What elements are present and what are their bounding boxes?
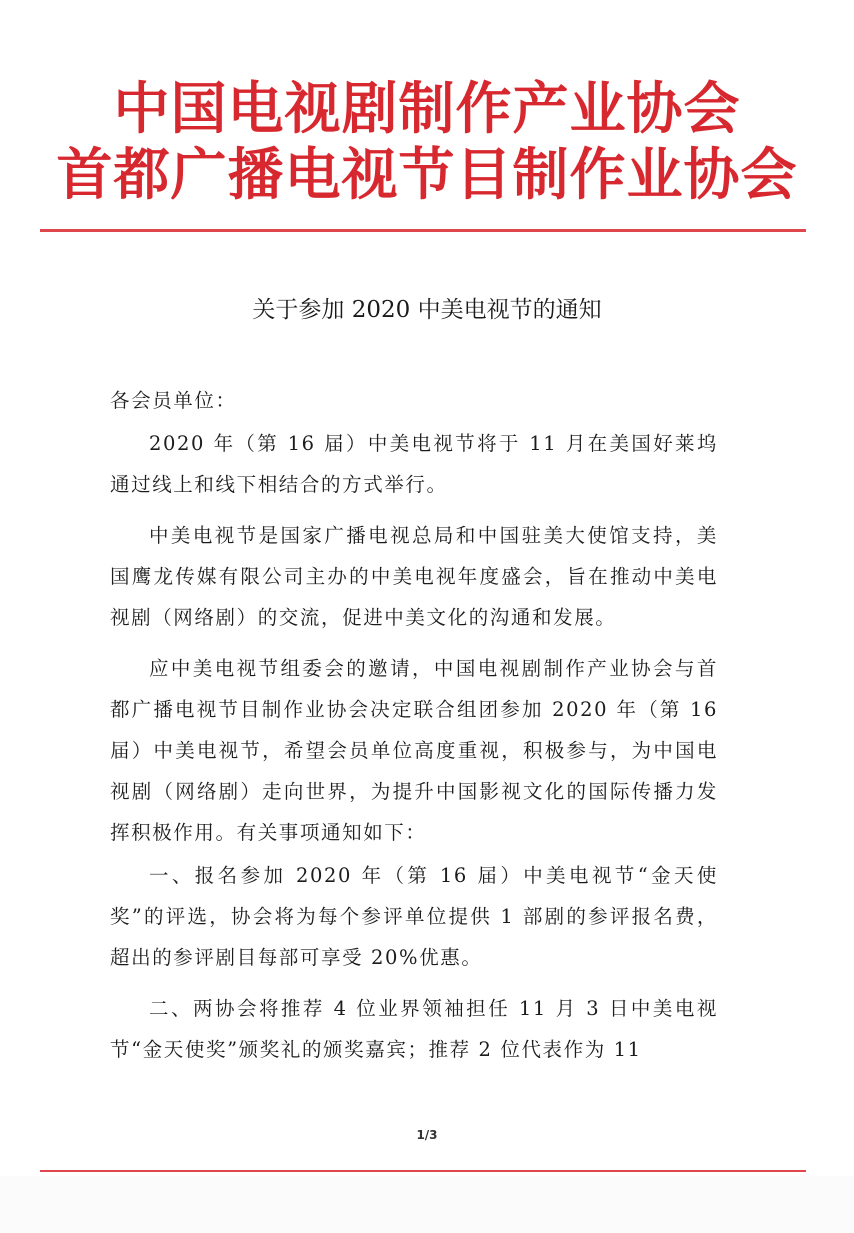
paragraph-item-1: 一、报名参加 2020 年（第 16 届）中美电视节“金天使奖”的评选，协会将为每个参评单位提供 1 部剧的参评报名费，超出的参评剧目每部可享受 20%优惠。: [110, 864, 718, 969]
paragraph-item-2: 二、两协会将推荐 4 位业界领袖担任 11 月 3 日中美电视节“金天使奖”颁奖礼的颁奖嘉宾；推荐 2 位代表作为 11: [110, 997, 718, 1061]
header-org-name-1: 中国电视剧制作产业协会: [113, 76, 741, 142]
paragraph-intro: 2020 年（第 16 届）中美电视节将于 11 月在美国好莱坞通过线上和线下相结合的方式举行。: [110, 432, 718, 496]
paragraph-background: 中美电视节是国家广播电视总局和中国驻美大使馆支持，美国鹰龙传媒有限公司主办的中美电视年度盛会，旨在推动中美电视剧（网络剧）的交流，促进中美文化的沟通和发展。: [110, 524, 718, 629]
page-number: 1/3: [416, 1128, 438, 1142]
header-org-name-2: 首都广播电视节目制作业协会: [56, 142, 798, 208]
page-bottom-margin: [0, 1176, 854, 1233]
document-title: 关于参加 2020 中美电视节的通知: [252, 297, 602, 323]
document-body: [110, 380, 718, 1070]
header-divider: [40, 229, 806, 232]
paragraph-invitation: 应中美电视节组委会的邀请，中国电视剧制作产业协会与首都广播电视节目制作业协会决定联合组团参加 2020 年（第 16 届）中美电视节，希望会员单位高度重视，积极参与，为中国电视剧（网络剧）走向世界，为提升中国影视文化的国际传播力发挥积极作用。有关事项通知如下：: [110, 657, 718, 844]
salutation: 各会员单位：: [110, 389, 237, 412]
footer-divider: [40, 1170, 806, 1172]
